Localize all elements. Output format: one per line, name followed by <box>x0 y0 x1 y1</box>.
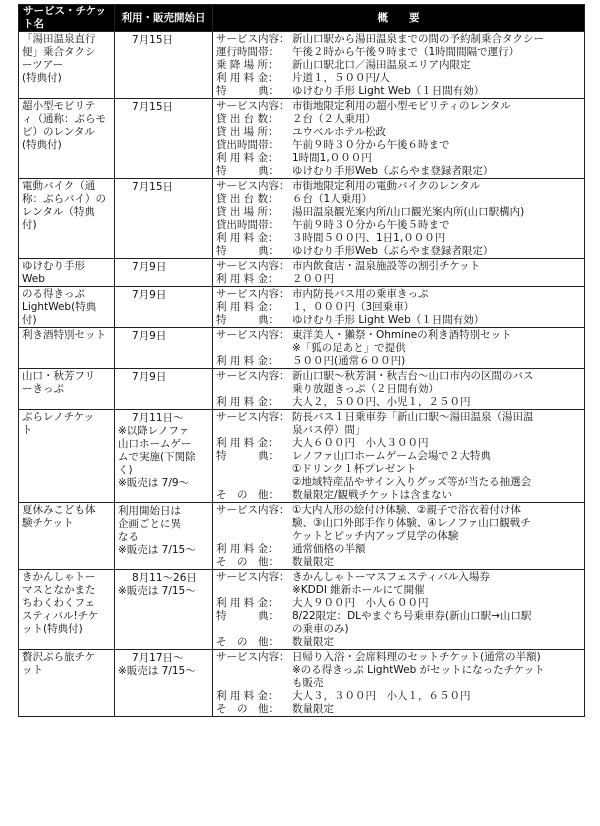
overview-line <box>216 543 581 556</box>
overview-cell <box>213 570 585 650</box>
overview-line <box>216 59 581 72</box>
overview-value: レノファ山口ホームゲーム会場で２大特典 <box>292 450 491 462</box>
service-name-cell <box>19 287 115 328</box>
start-date-cell <box>115 328 213 369</box>
overview-value: 市街地限定利用の超小型モビリティのレンタル <box>292 100 511 112</box>
overview-value: ケットとピッチ内アップ見学の体験 <box>292 530 459 542</box>
overview-label: そ の 他： <box>216 556 279 568</box>
overview-value: ユウベルホテル松政 <box>292 126 386 138</box>
overview-value: 日帰り入浴・会席料理のセットチケット(通常の半額) <box>292 651 541 663</box>
overview-line <box>216 703 581 716</box>
overview-value: 市内防長バス用の乗車きっぷ <box>292 288 429 300</box>
overview-line <box>216 571 581 584</box>
overview-label: 利 用 料 金： <box>216 355 279 367</box>
overview-line <box>216 437 581 450</box>
service-name-cell <box>19 328 115 369</box>
overview-value: も販売 <box>292 677 324 689</box>
overview-label: サービス内容： <box>216 33 290 45</box>
overview-value: 新山口駅北口／湯田温泉エリア内限定 <box>292 59 471 71</box>
overview-value: 数量限定 <box>292 636 334 648</box>
start-date-cell <box>115 410 213 503</box>
overview-value: 湯田温泉観光案内所/山口観光案内所(山口駅構内) <box>292 206 525 218</box>
service-name-line: ぶらレノチケッ <box>22 411 95 423</box>
overview-label: サービス内容： <box>216 329 290 341</box>
overview-label: 貸 出 台 数： <box>216 113 279 125</box>
start-date-line: く) <box>118 464 133 476</box>
overview-cell <box>213 410 585 503</box>
overview-value: 大人９００円 小人６００円 <box>292 597 429 609</box>
overview-value: 大人２，５００円、小児１，２５０円 <box>292 396 471 408</box>
overview-label: 利 用 料 金： <box>216 232 279 244</box>
overview-line <box>216 504 581 517</box>
overview-value: ゆけむり手形 Light Web（１日間有効） <box>292 85 485 97</box>
overview-line <box>216 476 581 489</box>
overview-value: きかんしゃトーマスフェスティバル入場券 <box>292 571 490 583</box>
overview-value: ①ドリンク１杯プレゼント <box>292 463 417 475</box>
overview-label: 利 用 料 金： <box>216 152 279 164</box>
overview-label: 利 用 料 金： <box>216 396 279 408</box>
overview-label: 貸出時間帯： <box>216 219 279 231</box>
overview-value: 大人６００円 小人３００円 <box>292 437 429 449</box>
overview-line <box>216 677 581 690</box>
overview-line <box>216 517 581 530</box>
overview-label: 乗 降 場 所： <box>216 59 279 71</box>
header-name: サービス・チケット名 <box>19 5 115 32</box>
table-row <box>19 410 585 503</box>
service-name-line: 「湯田温泉直行 <box>22 33 96 45</box>
table-row <box>19 328 585 369</box>
overview-value: ６台（1人乗用） <box>292 193 373 205</box>
service-name-line: ーツアー <box>22 59 64 71</box>
overview-value: １，０００円（3回乗車） <box>292 301 415 313</box>
overview-cell <box>213 32 585 99</box>
overview-line <box>216 424 581 437</box>
service-name-cell <box>19 369 115 410</box>
overview-label: サービス内容： <box>216 100 290 112</box>
overview-line <box>216 411 581 424</box>
overview-line <box>216 33 581 46</box>
service-name-line: 称：ぶらバイ）の <box>22 193 106 205</box>
overview-label: 特 典： <box>216 450 279 462</box>
overview-line <box>216 342 581 355</box>
overview-line <box>216 584 581 597</box>
overview-line <box>216 126 581 139</box>
overview-cell <box>213 259 585 287</box>
start-date-cell <box>115 259 213 287</box>
start-date-line: ※販売は 7/15～ <box>118 544 196 556</box>
start-date-cell <box>115 369 213 410</box>
service-name-line: Web <box>22 273 45 285</box>
overview-cell <box>213 99 585 179</box>
overview-value: 数量限定/観戦チケットは含まない <box>292 489 453 501</box>
service-name-cell <box>19 259 115 287</box>
overview-value: ２００円 <box>292 273 334 285</box>
overview-line <box>216 396 581 409</box>
overview-value: 防長バス１日乗車券「新山口駅～湯田温泉（湯田温 <box>292 411 534 423</box>
overview-value: 午後２時から午後９時まで（1時間間隔で運行） <box>292 46 520 58</box>
overview-line <box>216 72 581 85</box>
service-name-cell <box>19 650 115 717</box>
overview-label: そ の 他： <box>216 636 279 648</box>
overview-value: ※のる得きっぷ LightWeb がセットになったチケット <box>292 664 545 676</box>
service-name-line: ちわくわくフェ <box>22 597 95 609</box>
service-name-line: 付) <box>22 219 37 231</box>
overview-value: 市街地限定利用の電動バイクのレンタル <box>292 180 481 192</box>
overview-line <box>216 329 581 342</box>
service-name-line: LightWeb(特典 <box>22 301 97 313</box>
overview-line <box>216 355 581 368</box>
overview-label: サービス内容： <box>216 260 290 272</box>
start-date-line: 7月15日 <box>132 34 174 46</box>
overview-cell <box>213 328 585 369</box>
overview-cell <box>213 287 585 328</box>
start-date-line: ※販売は 7/15～ <box>118 665 196 677</box>
start-date-line: 7月9日 <box>132 289 167 301</box>
start-date-line: 7月9日 <box>132 371 167 383</box>
start-date-cell <box>115 287 213 328</box>
overview-value: ②地域特産品やサイン入りグッズ等が当たる抽選会 <box>292 476 532 488</box>
overview-label: 運行時間帯： <box>216 46 279 58</box>
overview-value: ３時間５００円、1日1,０００円 <box>292 232 446 244</box>
overview-line <box>216 489 581 502</box>
overview-label: 特 典： <box>216 85 279 97</box>
header-overview: 概 要 <box>213 5 585 32</box>
service-name-line: スティバル!チケ <box>22 610 99 622</box>
service-name-line: ット(特典付) <box>22 623 83 635</box>
overview-value: ５００円(通常６００円) <box>292 355 406 367</box>
overview-value: 験、③山口外郎手作り体験、④レノファ山口観戦チ <box>292 517 531 529</box>
service-name-line: 便」乗合タクシ <box>22 46 96 58</box>
table-row <box>19 650 585 717</box>
service-name-line: ィ（通称：ぶらモ <box>22 113 106 125</box>
start-date-line: 7月11日～ <box>132 412 184 424</box>
table-header-row <box>19 5 585 32</box>
overview-label: 特 典： <box>216 610 279 622</box>
overview-cell <box>213 179 585 259</box>
overview-label: 利 用 料 金： <box>216 273 279 285</box>
service-name-cell <box>19 32 115 99</box>
overview-label: サービス内容： <box>216 180 290 192</box>
overview-value: 8/22限定：DLやまぐち号乗車券(新山口駅→山口駅 <box>292 610 532 622</box>
service-name-line: ット <box>22 664 43 676</box>
overview-line <box>216 219 581 232</box>
overview-label: 特 典： <box>216 314 279 326</box>
overview-cell <box>213 369 585 410</box>
overview-value: 乗り放題きっぷ（２日間有効） <box>292 383 439 395</box>
table-body <box>19 32 585 717</box>
overview-line <box>216 139 581 152</box>
start-date-line: ムで実施(下関除 <box>118 451 196 463</box>
overview-value: 通常価格の半額 <box>292 543 366 555</box>
overview-label: サービス内容： <box>216 504 290 516</box>
overview-value: 市内飲食店・温泉施設等の割引チケット <box>292 260 481 272</box>
overview-line <box>216 301 581 314</box>
service-name-line: ーきっぷ <box>22 383 64 395</box>
start-date-cell <box>115 650 213 717</box>
overview-label: 利 用 料 金： <box>216 301 279 313</box>
service-name-line: 山口・秋芳フリ <box>22 370 96 382</box>
overview-line <box>216 245 581 258</box>
service-name-cell <box>19 99 115 179</box>
service-name-cell <box>19 179 115 259</box>
overview-label: サービス内容： <box>216 651 290 663</box>
service-name-line: きかんしゃトー <box>22 571 96 583</box>
start-date-line: ※販売は 7/15～ <box>118 585 196 597</box>
overview-value: 午前９時３０分から午後６時まで <box>292 139 450 151</box>
overview-label: そ の 他： <box>216 703 279 715</box>
service-name-line: 付) <box>22 314 37 326</box>
overview-label: 利 用 料 金： <box>216 72 279 84</box>
overview-value: 数量限定 <box>292 556 334 568</box>
overview-line <box>216 597 581 610</box>
overview-value: 1時間1,０００円 <box>292 152 372 164</box>
overview-line <box>216 463 581 476</box>
overview-line <box>216 623 581 636</box>
table-row <box>19 259 585 287</box>
start-date-line: 8月11～26日 <box>132 572 197 584</box>
overview-label: 利 用 料 金： <box>216 543 279 555</box>
overview-line <box>216 610 581 623</box>
overview-line <box>216 530 581 543</box>
overview-line <box>216 636 581 649</box>
overview-value: 数量限定 <box>292 703 334 715</box>
service-name-line: 超小型モビリテ <box>22 100 96 112</box>
overview-label: サービス内容： <box>216 411 290 423</box>
overview-label: サービス内容： <box>216 571 290 583</box>
overview-value: ２台（２人乗用） <box>292 113 376 125</box>
service-name-line: マスとなかまた <box>22 584 96 596</box>
overview-line <box>216 260 581 273</box>
service-name-line: 験チケット <box>22 517 74 529</box>
overview-value: の乗車のみ) <box>292 623 349 635</box>
overview-line <box>216 314 581 327</box>
start-date-cell <box>115 179 213 259</box>
overview-label: 特 典： <box>216 165 279 177</box>
overview-value: 新山口駅～秋芳洞・秋吉台～山口市内の区間のバス <box>292 370 534 382</box>
overview-label: サービス内容： <box>216 288 290 300</box>
service-name-line: のる得きっぷ <box>22 288 85 300</box>
service-name-line: 利き酒特別セット <box>22 329 106 341</box>
overview-line <box>216 288 581 301</box>
header-date: 利用・販売開始日 <box>115 5 213 32</box>
overview-value: 泉バス停）間」 <box>292 424 366 436</box>
overview-line <box>216 690 581 703</box>
service-ticket-table-container <box>18 4 584 717</box>
overview-label: 利 用 料 金： <box>216 597 279 609</box>
overview-cell <box>213 503 585 570</box>
start-date-cell <box>115 503 213 570</box>
start-date-cell <box>115 570 213 650</box>
service-name-cell <box>19 410 115 503</box>
overview-line <box>216 193 581 206</box>
start-date-line: ※以降レノファ <box>118 425 190 437</box>
overview-label: 貸 出 場 所： <box>216 206 279 218</box>
service-name-line: 贅沢ぶら旅チケ <box>22 651 96 663</box>
overview-line <box>216 113 581 126</box>
overview-label: 貸 出 台 数： <box>216 193 279 205</box>
service-name-line: 夏休みこども体 <box>22 504 96 516</box>
overview-value: 大人３，３００円 小人１，６５０円 <box>292 690 471 702</box>
overview-line <box>216 180 581 193</box>
overview-value: ①大内人形の絵付け体験、②親子で浴衣着付け体 <box>292 504 521 516</box>
overview-line <box>216 450 581 463</box>
table-row <box>19 570 585 650</box>
start-date-line: ※販売は 7/9～ <box>118 477 190 489</box>
service-ticket-table <box>18 4 585 717</box>
start-date-line: なる <box>118 531 139 543</box>
table-row <box>19 99 585 179</box>
overview-value: 東洋美人・獺祭・Ohmineの利き酒特別セット <box>292 329 512 341</box>
overview-value: 午前９時３０分から午後５時まで <box>292 219 450 231</box>
overview-label: 利 用 料 金： <box>216 437 279 449</box>
overview-line <box>216 46 581 59</box>
start-date-line: 利用開始日は <box>118 505 181 517</box>
service-name-line: (特典付) <box>22 139 62 151</box>
overview-label: サービス内容： <box>216 370 290 382</box>
overview-label: 貸出時間帯： <box>216 139 279 151</box>
service-name-line: 電動バイク（通 <box>22 180 96 192</box>
start-date-cell <box>115 32 213 99</box>
overview-line <box>216 152 581 165</box>
table-row <box>19 503 585 570</box>
overview-line <box>216 165 581 178</box>
service-name-cell <box>19 570 115 650</box>
overview-line <box>216 651 581 664</box>
start-date-line: 7月9日 <box>132 261 167 273</box>
overview-line <box>216 556 581 569</box>
start-date-line: 7月17日～ <box>132 652 184 664</box>
table-row <box>19 287 585 328</box>
overview-value: 新山口駅から湯田温泉までの間の予約制乗合タクシー <box>292 33 544 45</box>
overview-line <box>216 273 581 286</box>
service-name-line: レンタル（特典 <box>22 206 95 218</box>
service-name-line: ゆけむり手形 <box>22 260 85 272</box>
overview-cell <box>213 650 585 717</box>
service-name-line: ビ）のレンタル <box>22 126 95 138</box>
overview-line <box>216 206 581 219</box>
overview-value: ※KDDI 維新ホールにて開催 <box>292 584 425 596</box>
overview-line <box>216 383 581 396</box>
start-date-line: 7月9日 <box>132 330 167 342</box>
overview-label: 貸 出 場 所： <box>216 126 279 138</box>
overview-label: 利 用 料 金： <box>216 690 279 702</box>
overview-line <box>216 85 581 98</box>
overview-label: そ の 他： <box>216 489 279 501</box>
overview-value: ※「狐の足あと」で提供 <box>292 342 406 354</box>
overview-line <box>216 232 581 245</box>
overview-line <box>216 664 581 677</box>
start-date-line: 企画ごとに異 <box>118 518 181 530</box>
overview-line <box>216 370 581 383</box>
start-date-line: 山口ホームゲー <box>118 438 192 450</box>
overview-value: ゆけむり手形Web（ぶらやま登録者限定） <box>292 165 494 177</box>
start-date-line: 7月15日 <box>132 101 174 113</box>
service-name-line: (特典付) <box>22 72 62 84</box>
table-row <box>19 32 585 99</box>
table-row <box>19 179 585 259</box>
service-name-cell <box>19 503 115 570</box>
overview-value: ゆけむり手形 Light Web（１日間有効） <box>292 314 485 326</box>
service-name-line: ト <box>22 424 33 436</box>
overview-value: ゆけむり手形Web（ぶらやま登録者限定） <box>292 245 494 257</box>
start-date-cell <box>115 99 213 179</box>
overview-value: 片道１，５００円/人 <box>292 72 391 84</box>
start-date-line: 7月15日 <box>132 181 174 193</box>
table-row <box>19 369 585 410</box>
overview-line <box>216 100 581 113</box>
overview-label: 特 典： <box>216 245 279 257</box>
